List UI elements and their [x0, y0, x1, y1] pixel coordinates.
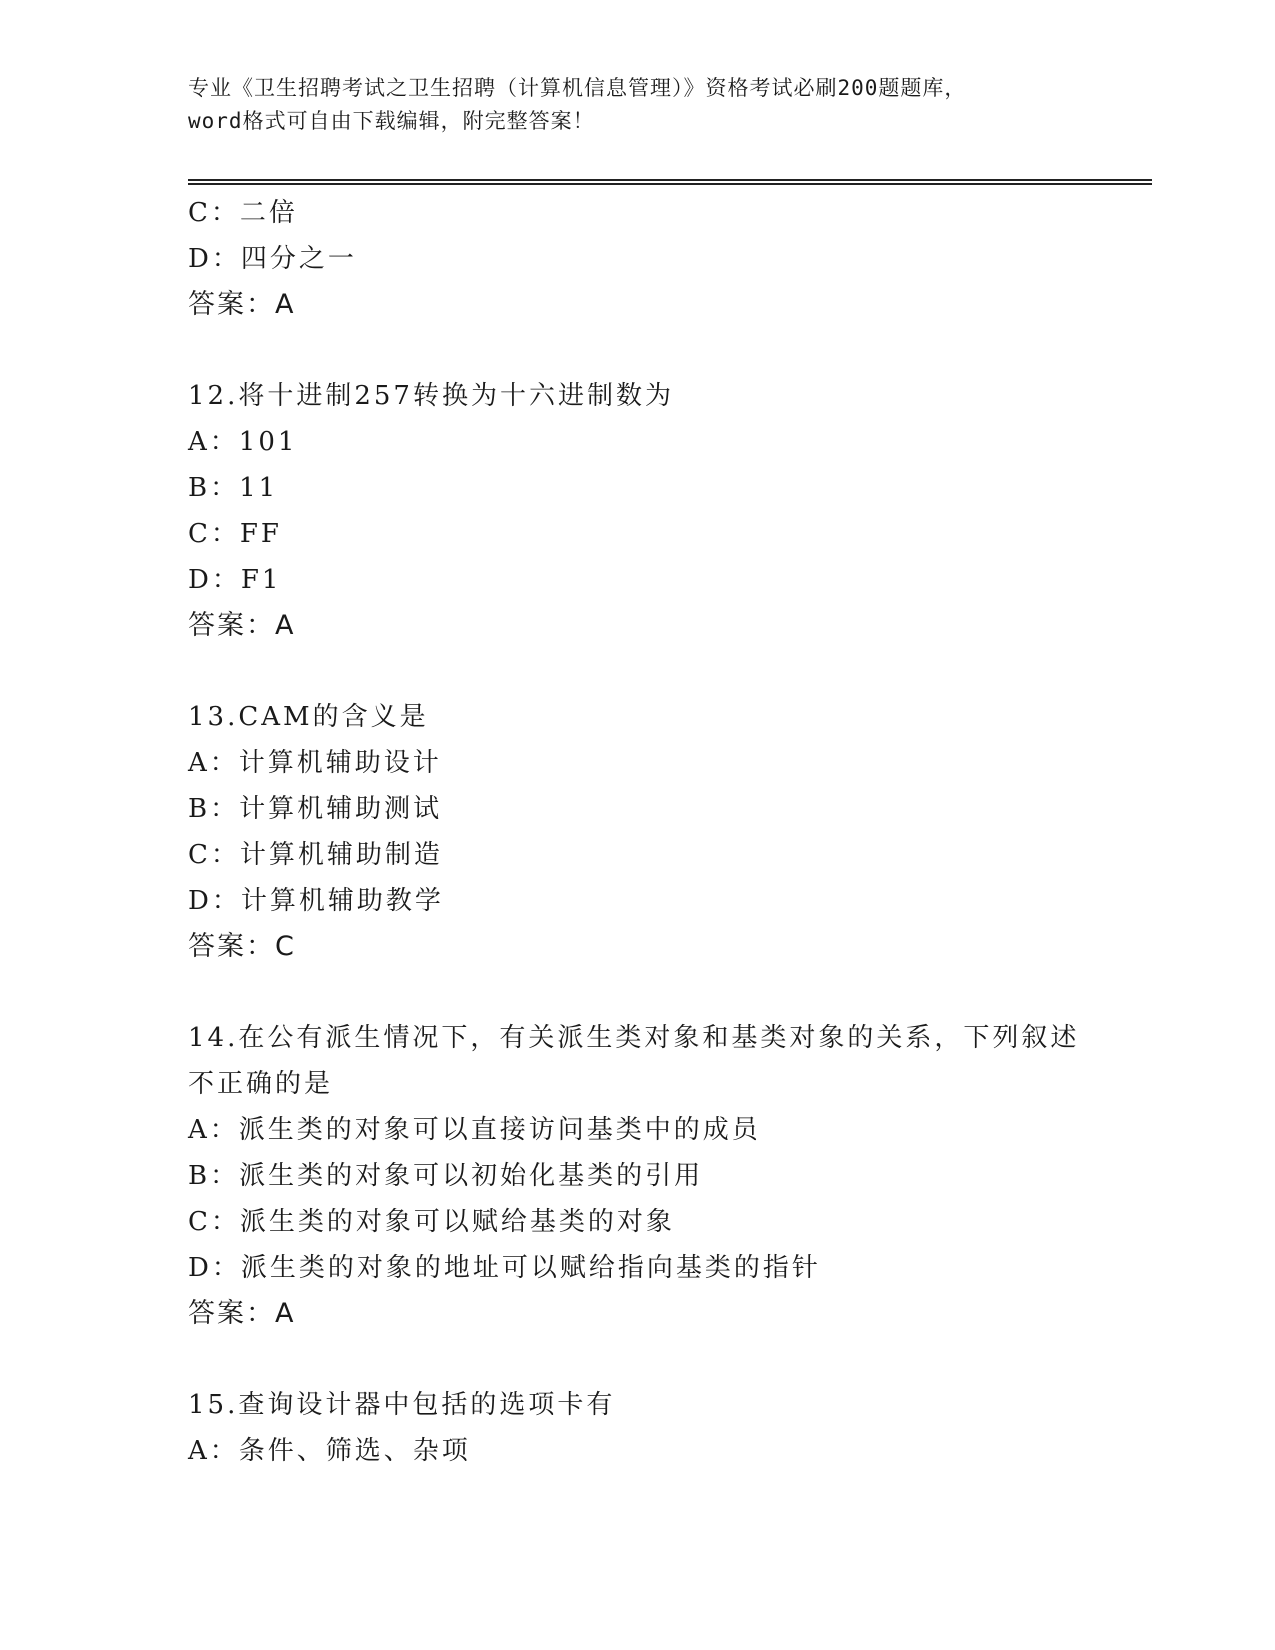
question-stem-line-1: 14.在公有派生情况下，有关派生类对象和基类对象的关系，下列叙述	[188, 1023, 1080, 1053]
option-d: D：派生类的对象的地址可以赋给指向基类的指针	[188, 1253, 821, 1283]
question-13	[188, 694, 1088, 970]
document-header	[188, 72, 1088, 138]
header-divider-top	[188, 179, 1152, 181]
question-15	[188, 1382, 1088, 1474]
question-stem-line-2: 不正确的是	[188, 1069, 334, 1099]
option-d: D：四分之一	[188, 244, 357, 274]
question-stem: 13.CAM的含义是	[188, 702, 429, 732]
question-11-continued	[188, 190, 1088, 328]
question-12	[188, 373, 1088, 649]
option-d: D：计算机辅助教学	[188, 886, 444, 916]
option-b: B：派生类的对象可以初始化基类的引用	[188, 1161, 704, 1191]
option-c: C：二倍	[188, 198, 298, 228]
option-b: B：11	[188, 473, 279, 503]
option-d: D：F1	[188, 565, 282, 595]
header-title-line-2: word格式可自由下载编辑，附完整答案！	[188, 109, 595, 133]
question-stem: 15.查询设计器中包括的选项卡有	[188, 1390, 616, 1420]
question-list	[188, 190, 1088, 1474]
answer: 答案：A	[188, 610, 296, 641]
answer: 答案：A	[188, 289, 296, 320]
option-b: B：计算机辅助测试	[188, 794, 443, 824]
option-c: C：派生类的对象可以赋给基类的对象	[188, 1207, 675, 1237]
option-a: A：计算机辅助设计	[188, 748, 442, 778]
option-c: C：FF	[188, 519, 282, 549]
header-title-line-1: 专业《卫生招聘考试之卫生招聘（计算机信息管理）》资格考试必刷200题题库，	[188, 76, 967, 100]
option-a: A：101	[188, 427, 298, 457]
answer: 答案：C	[188, 931, 296, 962]
option-c: C：计算机辅助制造	[188, 840, 443, 870]
option-a: A：条件、筛选、杂项	[188, 1436, 471, 1466]
question-stem: 12.将十进制257转换为十六进制数为	[188, 381, 674, 411]
answer: 答案：A	[188, 1298, 296, 1329]
option-a: A：派生类的对象可以直接访问基类中的成员	[188, 1115, 761, 1145]
question-14	[188, 1015, 1088, 1337]
header-divider-bottom	[188, 183, 1152, 185]
